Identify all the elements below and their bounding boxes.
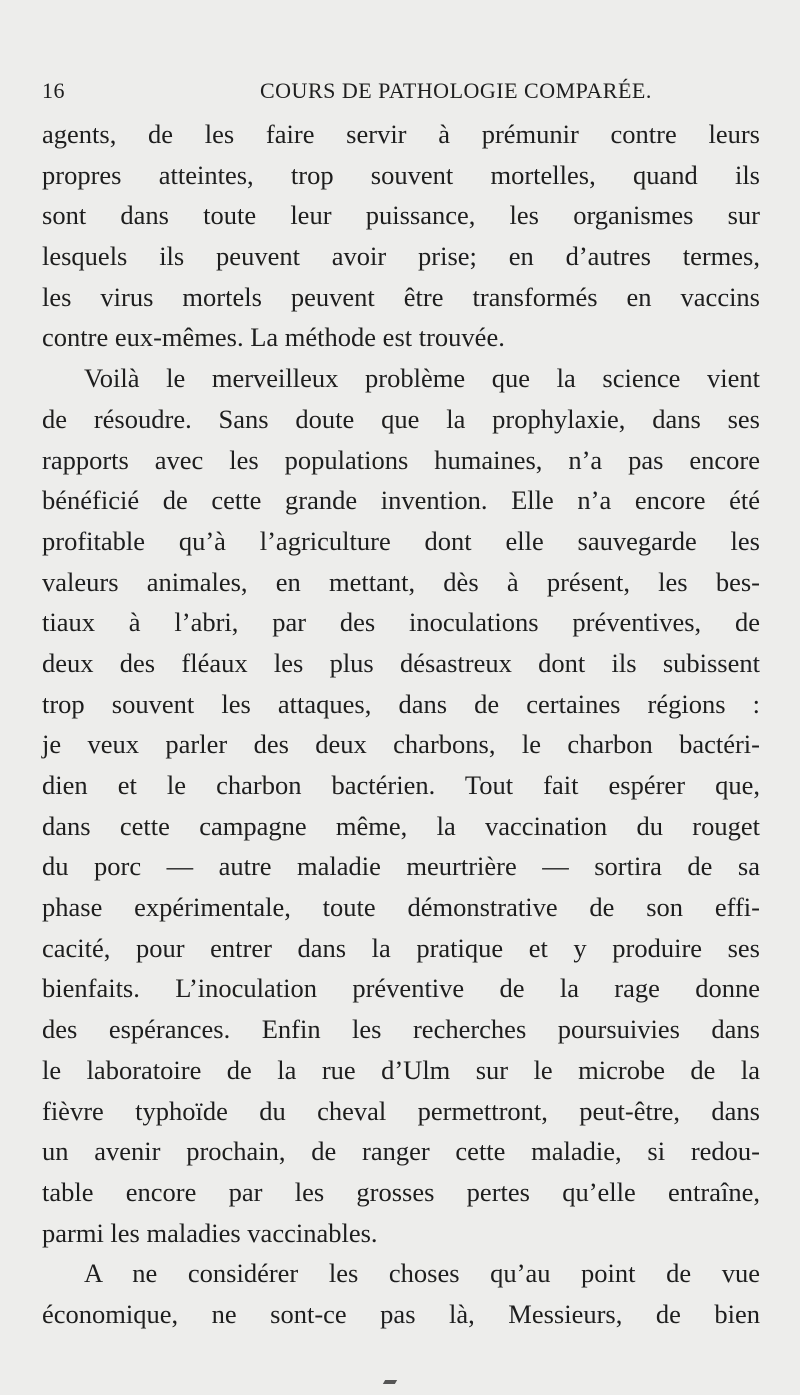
text-line: table encore par les grosses pertes qu’elle entraîne, bbox=[42, 1176, 760, 1207]
text-line: du porc — autre maladie meurtrière — sortira de sa bbox=[42, 851, 760, 882]
text-line: agents, de les faire servir à prémunir contre leurs bbox=[42, 119, 760, 149]
text-line: deux des fléaux les plus désastreux dont ils subissent bbox=[42, 647, 760, 678]
text-line: le laboratoire de la rue d’Ulm sur le microbe de la bbox=[42, 1054, 760, 1085]
text-line: contre eux-mêmes. La méthode est trouvée. bbox=[42, 322, 505, 353]
running-title: COURS DE PATHOLOGIE COMPARÉE. bbox=[260, 78, 652, 103]
text-line: propres atteintes, trop souvent mortelles, quand ils bbox=[42, 159, 760, 190]
running-head bbox=[42, 78, 762, 110]
text-line: dans cette campagne même, la vaccination du rouget bbox=[42, 810, 760, 841]
text-line: de résoudre. Sans doute que la prophylaxie, dans ses bbox=[42, 403, 760, 434]
text-line: A ne considérer les choses qu’au point de vue bbox=[84, 1258, 760, 1289]
text-line: sont dans toute leur puissance, les organismes sur bbox=[42, 200, 760, 231]
text-line: phase expérimentale, toute démonstrative de son effi- bbox=[42, 892, 760, 923]
body-text bbox=[42, 114, 760, 1335]
text-line: lesquels ils peuvent avoir prise; en d’autres termes, bbox=[42, 241, 760, 272]
ink-mark bbox=[383, 1380, 397, 1384]
text-line: économique, ne sont-ce pas là, Messieurs, de bien bbox=[42, 1298, 760, 1329]
text-line: les virus mortels peuvent être transformés en vaccins bbox=[42, 281, 760, 312]
text-line: trop souvent les attaques, dans de certaines régions : bbox=[42, 688, 760, 719]
text-line: valeurs animales, en mettant, dès à présent, les bes- bbox=[42, 566, 760, 597]
text-line: Voilà le merveilleux problème que la science vient bbox=[84, 363, 760, 394]
text-line: bénéficié de cette grande invention. Elle n’a encore été bbox=[42, 485, 760, 516]
text-line: bienfaits. L’inoculation préventive de la rage donne bbox=[42, 973, 760, 1004]
text-line: un avenir prochain, de ranger cette maladie, si redou- bbox=[42, 1136, 760, 1167]
text-line: des espérances. Enfin les recherches poursuivies dans bbox=[42, 1014, 760, 1045]
text-line: parmi les maladies vaccinables. bbox=[42, 1217, 378, 1248]
text-line: fièvre typhoïde du cheval permettront, peut-être, dans bbox=[42, 1095, 760, 1126]
text-line: dien et le charbon bactérien. Tout fait espérer que, bbox=[42, 770, 760, 800]
text-line: je veux parler des deux charbons, le charbon bactéri- bbox=[42, 729, 760, 760]
text-line: profitable qu’à l’agriculture dont elle sauvegarde les bbox=[42, 525, 760, 556]
text-line: rapports avec les populations humaines, n’a pas encore bbox=[42, 444, 760, 475]
text-line: cacité, pour entrer dans la pratique et y produire ses bbox=[42, 932, 760, 963]
page-number: 16 bbox=[42, 78, 65, 103]
text-line: tiaux à l’abri, par des inoculations préventives, de bbox=[42, 607, 760, 638]
